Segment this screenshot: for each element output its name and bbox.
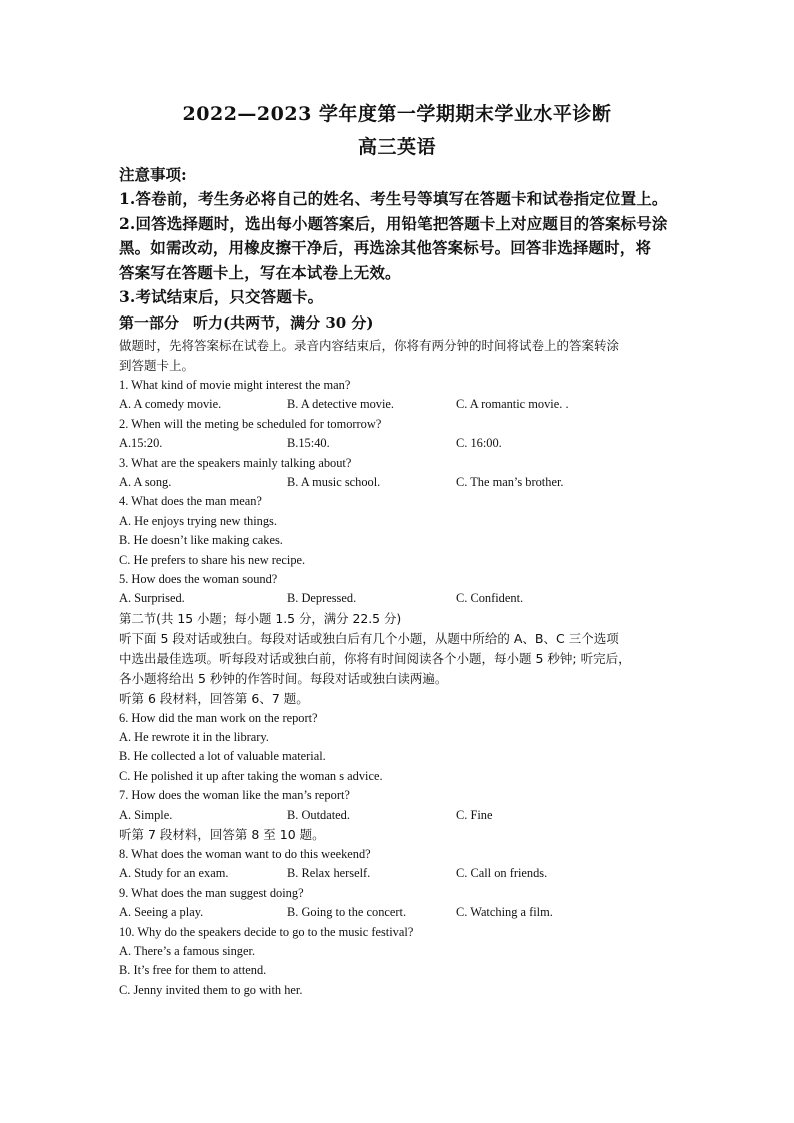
option-c: C. 16:00. <box>456 436 502 451</box>
option-a: A. Simple. <box>119 807 173 822</box>
part-one-heading <box>119 312 374 333</box>
question-options <box>119 903 679 922</box>
option-a: A. A song. <box>119 474 172 489</box>
option-b: B. It’s free for them to attend. <box>119 963 267 978</box>
option-a: A. Study for an exam. <box>119 866 229 881</box>
question-stem: 6. How did the man work on the report? <box>119 710 318 725</box>
option-a: A. A comedy movie. <box>119 397 222 412</box>
option-a: A. Seeing a play. <box>119 905 204 920</box>
option-b: B. Outdated. <box>287 807 350 822</box>
section-two-intro: 听下面 5 段对话或独白。每段对话或独白后有几个小题，从题中所给的 A、B、C 三个选项 <box>119 630 619 646</box>
question-stem: 2. When will the meting be scheduled for tomorrow? <box>119 416 382 431</box>
option-c: C. Watching a film. <box>456 905 553 920</box>
option-c: C. Jenny invited them to go with her. <box>119 982 303 997</box>
exam-title: 2022—2023 学年度第一学期期末学业水平诊断 <box>182 103 612 125</box>
option-c: C. The man’s brother. <box>456 474 564 489</box>
question-stem: 3. What are the speakers mainly talking about? <box>119 455 352 470</box>
part-one-intro: 做题时，先将答案标在试卷上。录音内容结束后，你将有两分钟的时间将试卷上的答案转涂 <box>119 338 620 353</box>
question-options <box>119 589 679 608</box>
question-stem: 4. What does the man mean? <box>119 494 262 509</box>
notes-line: 黑。如需改动，用橡皮擦干净后，再选涂其他答案标号。回答非选择题时，将 <box>119 238 652 258</box>
option-a: A. He enjoys trying new things. <box>119 513 277 528</box>
material-instruction: 听第 7 段材料，回答第 8 至 10 题。 <box>119 827 325 843</box>
question-stem: 8. What does the woman want to do this weekend? <box>119 847 371 862</box>
notes-heading: 注意事项: <box>119 165 187 184</box>
notes-line: 1.答卷前，考生务必将自己的姓名、考生号等填写在答题卡和试卷指定位置上。 <box>119 189 668 208</box>
option-c: C. Confident. <box>456 591 524 606</box>
option-a: A. He rewrote it in the library. <box>119 730 269 745</box>
option-a: A. There’s a famous singer. <box>119 943 256 958</box>
exam-subtitle: 高三英语 <box>357 136 436 158</box>
option-c: C. He polished it up after taking the woman s advice. <box>119 768 383 783</box>
option-c: C. Call on friends. <box>456 866 548 881</box>
notes-line: 2.回答选择题时，选出每小题答案后，用铅笔把答题卡上对应题目的答案标号涂 <box>119 213 668 233</box>
option-b: B. A detective movie. <box>287 397 395 412</box>
question-options <box>119 395 679 414</box>
question-options <box>119 434 679 453</box>
option-b: B. He doesn’t like making cakes. <box>119 533 283 548</box>
option-c: C. He prefers to share his new recipe. <box>119 552 306 567</box>
part-one-intro: 到答题卡上。 <box>119 358 195 373</box>
notes-section <box>119 163 679 310</box>
section-two-intro: 各小题将给出 5 秒钟的作答时间。每段对话或独白读两遍。 <box>119 670 448 686</box>
option-a: A. Surprised. <box>119 591 185 606</box>
question-options <box>119 806 679 825</box>
question-stem: 5. How does the woman sound? <box>119 571 278 586</box>
notes-line: 3.考试结束后，只交答题卡。 <box>119 287 324 307</box>
listening-body <box>119 336 679 1000</box>
option-b: B.15:40. <box>287 436 330 451</box>
section-two-heading: 第二节(共 15 小题；每小题 1.5 分，满分 22.5 分) <box>119 610 402 626</box>
material-instruction: 听第 6 段材料，回答第 6、7 题。 <box>119 690 309 706</box>
option-b: B. Depressed. <box>287 591 357 606</box>
notes-line: 答案写在答题卡上，写在本试卷上无效。 <box>119 262 401 282</box>
option-c: C. A romantic movie. . <box>456 397 569 412</box>
option-a: A.15:20. <box>119 436 163 451</box>
part-one-label: 第一部分 <box>119 314 180 332</box>
part-one-title: 听力(共两节，满分 30 分) <box>193 314 374 332</box>
question-stem: 10. Why do the speakers decide to go to the music festival? <box>119 924 414 939</box>
question-options <box>119 864 679 883</box>
option-b: B. He collected a lot of valuable material. <box>119 749 326 764</box>
option-b: B. Relax herself. <box>287 866 371 881</box>
section-two-intro: 中选出最佳选项。听每段对话或独白前，你将有时间阅读各个小题，每小题 5 秒钟; 听完后， <box>119 650 631 666</box>
question-stem: 9. What does the man suggest doing? <box>119 885 304 900</box>
option-b: B. A music school. <box>287 474 381 489</box>
question-stem: 7. How does the woman like the man’s report? <box>119 788 350 803</box>
question-options <box>119 473 679 492</box>
option-b: B. Going to the concert. <box>287 905 407 920</box>
question-stem: 1. What kind of movie might interest the man? <box>119 378 351 392</box>
option-c: C. Fine <box>456 807 493 822</box>
